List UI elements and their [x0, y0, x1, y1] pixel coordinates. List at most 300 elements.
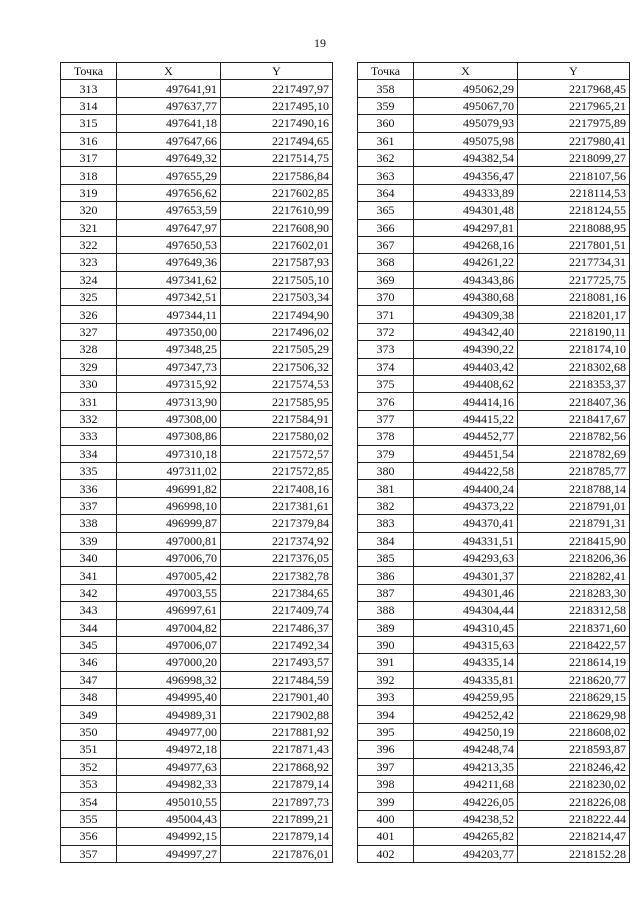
- cell-x: 494211,68: [414, 776, 518, 793]
- cell-y: 2217492,34: [221, 636, 333, 653]
- cell-point: 327: [61, 323, 117, 340]
- table-row: [358, 341, 630, 358]
- cell-y: 2218174,10: [518, 341, 630, 358]
- cell-x: 496999,87: [117, 515, 221, 532]
- cell-point: 362: [358, 149, 414, 166]
- cell-point: 355: [61, 810, 117, 827]
- cell-point: 333: [61, 428, 117, 445]
- cell-point: 318: [61, 167, 117, 184]
- cell-x: 497005,42: [117, 567, 221, 584]
- cell-point: 393: [358, 689, 414, 706]
- cell-point: 396: [358, 741, 414, 758]
- cell-x: 495010,55: [117, 793, 221, 810]
- cell-y: 2217876,01: [221, 845, 333, 862]
- cell-x: 497348,25: [117, 341, 221, 358]
- cell-y: 2217486,37: [221, 619, 333, 636]
- cell-point: 342: [61, 584, 117, 601]
- cell-x: 494451,54: [414, 445, 518, 462]
- cell-point: 377: [358, 410, 414, 427]
- cell-y: 2218608,02: [518, 723, 630, 740]
- cell-y: 2218620,77: [518, 671, 630, 688]
- cell-point: 337: [61, 497, 117, 514]
- cell-point: 395: [358, 723, 414, 740]
- cell-x: 494414,16: [414, 393, 518, 410]
- cell-y: 2217965,21: [518, 97, 630, 114]
- cell-x: 494972,18: [117, 741, 221, 758]
- table-row: [61, 758, 333, 775]
- cell-x: 494382,54: [414, 149, 518, 166]
- table-row: [358, 741, 630, 758]
- cell-y: 2217494,90: [221, 306, 333, 323]
- cell-y: 2217497,97: [221, 80, 333, 97]
- cell-y: 2217572,85: [221, 462, 333, 479]
- cell-y: 2218222.44: [518, 810, 630, 827]
- cell-y: 2217585,95: [221, 393, 333, 410]
- cell-y: 2218088,95: [518, 219, 630, 236]
- cell-x: 497649,32: [117, 149, 221, 166]
- table-row: [358, 132, 630, 149]
- cell-y: 2217734,31: [518, 254, 630, 271]
- cell-point: 384: [358, 532, 414, 549]
- cell-x: 496998,32: [117, 671, 221, 688]
- table-row: [61, 167, 333, 184]
- cell-y: 2217382,78: [221, 567, 333, 584]
- table-row: [61, 741, 333, 758]
- table-row: [358, 810, 630, 827]
- table-row: [61, 723, 333, 740]
- cell-y: 2217408,16: [221, 480, 333, 497]
- cell-point: 329: [61, 358, 117, 375]
- cell-y: 2218415,90: [518, 532, 630, 549]
- header-x: X: [414, 63, 518, 80]
- cell-y: 2217505,10: [221, 271, 333, 288]
- table-row: [358, 149, 630, 166]
- table-row: [358, 515, 630, 532]
- cell-x: 494982,33: [117, 776, 221, 793]
- cell-point: 345: [61, 636, 117, 653]
- table-row: [358, 497, 630, 514]
- cell-x: 495004,43: [117, 810, 221, 827]
- table-row: [358, 306, 630, 323]
- cell-y: 2218407,36: [518, 393, 630, 410]
- cell-point: 332: [61, 410, 117, 427]
- cell-x: 495067,70: [414, 97, 518, 114]
- table-row: [61, 567, 333, 584]
- cell-point: 320: [61, 202, 117, 219]
- cell-x: 494297,81: [414, 219, 518, 236]
- cell-point: 348: [61, 689, 117, 706]
- cell-y: 2218099,27: [518, 149, 630, 166]
- cell-x: 497308,00: [117, 410, 221, 427]
- cell-point: 361: [358, 132, 414, 149]
- cell-point: 316: [61, 132, 117, 149]
- cell-y: 2218417,67: [518, 410, 630, 427]
- cell-point: 331: [61, 393, 117, 410]
- cell-x: 494301,46: [414, 584, 518, 601]
- table-row: [358, 619, 630, 636]
- cell-y: 2218614,19: [518, 654, 630, 671]
- cell-x: 497350,00: [117, 323, 221, 340]
- cell-point: 322: [61, 236, 117, 253]
- cell-point: 400: [358, 810, 414, 827]
- cell-y: 2217897,73: [221, 793, 333, 810]
- table-row: [61, 376, 333, 393]
- cell-y: 2217574,53: [221, 376, 333, 393]
- cell-point: 334: [61, 445, 117, 462]
- cell-y: 2218629,98: [518, 706, 630, 723]
- table-row: [358, 410, 630, 427]
- cell-point: 343: [61, 602, 117, 619]
- cell-x: 494310,45: [414, 619, 518, 636]
- cell-x: 495062,29: [414, 80, 518, 97]
- cell-point: 352: [61, 758, 117, 775]
- table-row: [358, 358, 630, 375]
- table-row: [61, 219, 333, 236]
- cell-x: 497347,73: [117, 358, 221, 375]
- cell-point: 369: [358, 271, 414, 288]
- table-row: [358, 445, 630, 462]
- cell-point: 353: [61, 776, 117, 793]
- table-row: [61, 497, 333, 514]
- table-row: [358, 202, 630, 219]
- cell-y: 2218124,55: [518, 202, 630, 219]
- table-row: [61, 845, 333, 862]
- cell-y: 2217374,92: [221, 532, 333, 549]
- cell-y: 2218791,01: [518, 497, 630, 514]
- cell-y: 2217602,01: [221, 236, 333, 253]
- cell-point: 401: [358, 828, 414, 845]
- cell-y: 2217881,92: [221, 723, 333, 740]
- cell-x: 494248,74: [414, 741, 518, 758]
- table-row: [358, 723, 630, 740]
- cell-y: 2218246,42: [518, 758, 630, 775]
- cell-point: 338: [61, 515, 117, 532]
- cell-point: 317: [61, 149, 117, 166]
- table-row: [358, 636, 630, 653]
- cell-x: 497341,62: [117, 271, 221, 288]
- cell-point: 374: [358, 358, 414, 375]
- table-row: [61, 671, 333, 688]
- cell-point: 319: [61, 184, 117, 201]
- cell-y: 2218226,08: [518, 793, 630, 810]
- cell-y: 2217496,02: [221, 323, 333, 340]
- table-row: [358, 462, 630, 479]
- cell-x: 494342,40: [414, 323, 518, 340]
- cell-point: 330: [61, 376, 117, 393]
- cell-x: 497311,02: [117, 462, 221, 479]
- table-row: [61, 828, 333, 845]
- cell-x: 494250,19: [414, 723, 518, 740]
- cell-y: 2218353,37: [518, 376, 630, 393]
- cell-x: 496997,61: [117, 602, 221, 619]
- cell-point: 349: [61, 706, 117, 723]
- cell-point: 382: [358, 497, 414, 514]
- cell-x: 494268,16: [414, 236, 518, 253]
- header-y: Y: [221, 63, 333, 80]
- table-row: [61, 236, 333, 253]
- cell-point: 364: [358, 184, 414, 201]
- cell-x: 497647,97: [117, 219, 221, 236]
- table-row: [358, 532, 630, 549]
- table-row: [358, 254, 630, 271]
- table-row: [358, 167, 630, 184]
- cell-point: 323: [61, 254, 117, 271]
- cell-point: 397: [358, 758, 414, 775]
- table-row: [358, 80, 630, 97]
- cell-y: 2218201,17: [518, 306, 630, 323]
- cell-y: 2218422,57: [518, 636, 630, 653]
- cell-x: 497656,62: [117, 184, 221, 201]
- cell-point: 340: [61, 549, 117, 566]
- cell-y: 2217381,61: [221, 497, 333, 514]
- cell-y: 2217879,14: [221, 828, 333, 845]
- header-x: X: [117, 63, 221, 80]
- cell-x: 494335,81: [414, 671, 518, 688]
- coordinates-table-right: [357, 62, 630, 863]
- table-row: [358, 376, 630, 393]
- cell-point: 398: [358, 776, 414, 793]
- cell-point: 325: [61, 289, 117, 306]
- cell-y: 2217871,43: [221, 741, 333, 758]
- cell-x: 494992,15: [117, 828, 221, 845]
- cell-point: 387: [358, 584, 414, 601]
- cell-y: 2217384,65: [221, 584, 333, 601]
- table-row: [358, 567, 630, 584]
- table-row: [358, 97, 630, 114]
- cell-point: 344: [61, 619, 117, 636]
- cell-x: 497641,91: [117, 80, 221, 97]
- cell-point: 388: [358, 602, 414, 619]
- cell-point: 381: [358, 480, 414, 497]
- cell-y: 2218791,31: [518, 515, 630, 532]
- header-point: Точка: [61, 63, 117, 80]
- cell-point: 356: [61, 828, 117, 845]
- table-row: [61, 793, 333, 810]
- cell-y: 2217968,45: [518, 80, 630, 97]
- table-row: [61, 341, 333, 358]
- cell-x: 494422,58: [414, 462, 518, 479]
- table-row: [61, 306, 333, 323]
- table-body: [61, 80, 333, 863]
- table-row: [61, 323, 333, 340]
- cell-point: 380: [358, 462, 414, 479]
- cell-x: 497315,92: [117, 376, 221, 393]
- table-row: [358, 654, 630, 671]
- cell-x: 494997,27: [117, 845, 221, 862]
- cell-x: 497650,53: [117, 236, 221, 253]
- cell-y: 2217514,75: [221, 149, 333, 166]
- table-row: [358, 602, 630, 619]
- cell-point: 386: [358, 567, 414, 584]
- cell-x: 494259,95: [414, 689, 518, 706]
- table-row: [61, 480, 333, 497]
- cell-y: 2218283,30: [518, 584, 630, 601]
- cell-y: 2217879,14: [221, 776, 333, 793]
- cell-y: 2217980,41: [518, 132, 630, 149]
- cell-point: 314: [61, 97, 117, 114]
- cell-x: 497006,07: [117, 636, 221, 653]
- cell-y: 2217484,59: [221, 671, 333, 688]
- cell-point: 335: [61, 462, 117, 479]
- cell-point: 358: [358, 80, 414, 97]
- table-row: [61, 254, 333, 271]
- cell-point: 378: [358, 428, 414, 445]
- cell-point: 360: [358, 115, 414, 132]
- cell-point: 375: [358, 376, 414, 393]
- table-row: [358, 236, 630, 253]
- cell-y: 2218081,16: [518, 289, 630, 306]
- cell-x: 494301,37: [414, 567, 518, 584]
- table-row: [61, 132, 333, 149]
- cell-point: 365: [358, 202, 414, 219]
- table-row: [358, 428, 630, 445]
- cell-y: 2218114,53: [518, 184, 630, 201]
- table-row: [61, 445, 333, 462]
- table-body: [358, 80, 630, 863]
- cell-x: 494400,24: [414, 480, 518, 497]
- cell-point: 336: [61, 480, 117, 497]
- table-row: [61, 619, 333, 636]
- cell-point: 379: [358, 445, 414, 462]
- cell-x: 494293,63: [414, 549, 518, 566]
- cell-point: 376: [358, 393, 414, 410]
- cell-point: 402: [358, 845, 414, 862]
- cell-x: 497308,86: [117, 428, 221, 445]
- cell-x: 497342,51: [117, 289, 221, 306]
- cell-point: 321: [61, 219, 117, 236]
- cell-x: 494315,63: [414, 636, 518, 653]
- table-row: [61, 358, 333, 375]
- table-row: [61, 706, 333, 723]
- cell-point: 350: [61, 723, 117, 740]
- table-row: [61, 410, 333, 427]
- cell-point: 339: [61, 532, 117, 549]
- table-row: [358, 184, 630, 201]
- cell-y: 2218152.28: [518, 845, 630, 862]
- cell-x: 494989,31: [117, 706, 221, 723]
- table-row: [61, 202, 333, 219]
- table-row: [61, 80, 333, 97]
- table-row: [61, 289, 333, 306]
- cell-y: 2217409,74: [221, 602, 333, 619]
- table-row: [61, 602, 333, 619]
- cell-point: 315: [61, 115, 117, 132]
- cell-point: 359: [358, 97, 414, 114]
- cell-x: 496998,10: [117, 497, 221, 514]
- cell-y: 2218282,41: [518, 567, 630, 584]
- cell-x: 497653,59: [117, 202, 221, 219]
- table-row: [358, 828, 630, 845]
- cell-point: 394: [358, 706, 414, 723]
- cell-y: 2218312,58: [518, 602, 630, 619]
- table-row: [61, 549, 333, 566]
- cell-point: 390: [358, 636, 414, 653]
- cell-x: 494261,22: [414, 254, 518, 271]
- cell-y: 2218302,68: [518, 358, 630, 375]
- table-row: [61, 689, 333, 706]
- cell-point: 372: [358, 323, 414, 340]
- table-row: [358, 289, 630, 306]
- cell-y: 2217580,02: [221, 428, 333, 445]
- cell-x: 497655,29: [117, 167, 221, 184]
- table-row: [61, 515, 333, 532]
- table-row: [61, 393, 333, 410]
- cell-point: 313: [61, 80, 117, 97]
- table-row: [358, 793, 630, 810]
- cell-x: 494373,22: [414, 497, 518, 514]
- cell-x: 497649,36: [117, 254, 221, 271]
- table-row: [358, 393, 630, 410]
- cell-x: 497003,55: [117, 584, 221, 601]
- cell-x: 495079,93: [414, 115, 518, 132]
- cell-x: 494331,51: [414, 532, 518, 549]
- table-row: [61, 115, 333, 132]
- cell-x: 494301,48: [414, 202, 518, 219]
- cell-y: 2217975,89: [518, 115, 630, 132]
- cell-x: 494403,42: [414, 358, 518, 375]
- cell-x: 494356,47: [414, 167, 518, 184]
- cell-y: 2217506,32: [221, 358, 333, 375]
- cell-y: 2217503,34: [221, 289, 333, 306]
- cell-y: 2217608,90: [221, 219, 333, 236]
- cell-x: 494203,77: [414, 845, 518, 862]
- cell-x: 497000,81: [117, 532, 221, 549]
- cell-y: 2217801,51: [518, 236, 630, 253]
- table-row: [358, 219, 630, 236]
- cell-point: 328: [61, 341, 117, 358]
- cell-y: 2217725,75: [518, 271, 630, 288]
- cell-point: 391: [358, 654, 414, 671]
- cell-x: 494452,77: [414, 428, 518, 445]
- cell-x: 494408,62: [414, 376, 518, 393]
- cell-x: 497006,70: [117, 549, 221, 566]
- cell-y: 2217505,29: [221, 341, 333, 358]
- cell-y: 2217610,99: [221, 202, 333, 219]
- cell-x: 496991,82: [117, 480, 221, 497]
- cell-y: 2217493,57: [221, 654, 333, 671]
- cell-y: 2217494,65: [221, 132, 333, 149]
- cell-y: 2217379,84: [221, 515, 333, 532]
- table-row: [358, 706, 630, 723]
- cell-y: 2218371,60: [518, 619, 630, 636]
- cell-point: 385: [358, 549, 414, 566]
- cell-x: 494333,89: [414, 184, 518, 201]
- cell-point: 370: [358, 289, 414, 306]
- table-row: [61, 271, 333, 288]
- cell-x: 494343,86: [414, 271, 518, 288]
- cell-y: 2217901,40: [221, 689, 333, 706]
- header-y: Y: [518, 63, 630, 80]
- table-row: [358, 689, 630, 706]
- cell-point: 367: [358, 236, 414, 253]
- cell-point: 351: [61, 741, 117, 758]
- cell-y: 2218593,87: [518, 741, 630, 758]
- table-header: [358, 63, 630, 80]
- cell-y: 2218788,14: [518, 480, 630, 497]
- table-row: [358, 845, 630, 862]
- cell-x: 494977,63: [117, 758, 221, 775]
- table-row: [358, 323, 630, 340]
- table-row: [61, 532, 333, 549]
- cell-point: 324: [61, 271, 117, 288]
- table-row: [61, 462, 333, 479]
- cell-y: 2218107,56: [518, 167, 630, 184]
- table-row: [61, 428, 333, 445]
- cell-y: 2217902,88: [221, 706, 333, 723]
- cell-y: 2218629,15: [518, 689, 630, 706]
- page-number: 19: [314, 36, 326, 50]
- table-row: [61, 97, 333, 114]
